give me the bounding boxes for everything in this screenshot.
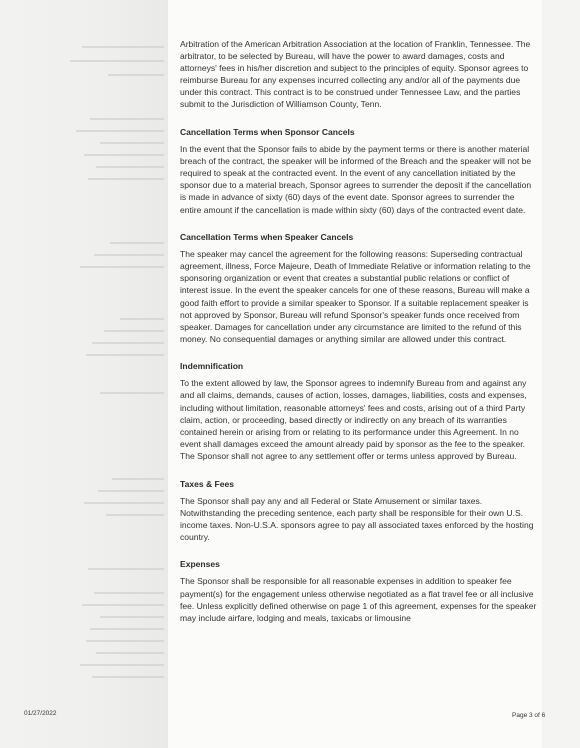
section-heading: Taxes & Fees	[180, 478, 235, 489]
section-body: To the extent allowed by law, the Sponsor agrees to indemnify Bureau from and against any and all claims, demands, causes of action, losses, damages, liabilities, costs and expenses, including without limitation, reasonable attorneys' fees and costs, arising out of a third Party claim, action, or proceeding, based directly or indirectly on any breach of its warranties contained herein or arising from or relating to its performance under this Agreement. In no event shall damages exceed the amount already paid by sponsor as the fee to the speaker. The Sponsor shall not agree to any settlement offer or terms unless approved by Bureau.	[180, 378, 527, 461]
section-heading: Expenses	[180, 559, 220, 570]
section-heading: Cancellation Terms when Sponsor Cancels	[180, 127, 355, 138]
section-body: The Sponsor shall pay any and all Federal or State Amusement or similar taxes. Notwithstanding the preceding sentence, each party shall be responsible for their own U.S. income taxes. Non-U.S.A. sponsors agree to pay all associated taxes enforced by the hosting country.	[180, 495, 534, 542]
document-body	[180, 38, 538, 624]
section-cancellation-speaker	[180, 231, 538, 345]
arbitration-paragraph: Arbitration of the American Arbitration Association at the location of Franklin, Tennessee. The arbitrator, to be selected by Bureau, will have the power to award damages, costs and attorneys' fees in his/her discretion and subject to the principles of equity. Sponsor agrees to reimburse Bureau for any expenses incurred collecting any and/or all of the payments due under this contract. This contract is to be construed under Tennessee Law, and the parties submit to the Jurisdiction of Williamson County, Tenn.	[180, 39, 531, 110]
footer-date: 01/27/2022	[24, 710, 57, 717]
page-number: Page 3 of 6	[512, 712, 546, 719]
bleed-through-margin	[0, 0, 168, 748]
section-body: The Sponsor shall be responsible for all reasonable expenses in addition to speaker fee payment(s) for the engagement unless otherwise negotiated as a flat travel fee or all inclusive fee. Unless explicitly defined otherwise on page 1 of this agreement, expenses for the speaker may include airfare, lodging and meals, taxicabs or limousine	[180, 576, 537, 623]
section-body: In the event that the Sponsor fails to abide by the payment terms or there is another material breach of the contract, the speaker will be informed of the Breach and the speaker will not be required to speak at the contracted event. In the event of any cancellation initiated by the sponsor due to a material breach, Sponsor agrees to surrender the deposit if the cancellation is made in advance of sixty (60) days of the event date. Sponsor agrees to surrender the entire amount if the cancellation is made within sixty (60) days of the contracted event date.	[180, 144, 532, 215]
section-indemnification	[180, 360, 538, 462]
section-heading: Cancellation Terms when Speaker Cancels	[180, 232, 354, 243]
section-body: The speaker may cancel the agreement for the following reasons: Superseding contractual agreement, illness, Force Majeure, Death of Immediate Relative or information relating to the sponsoring organization or event that creates a substantial public relations or conflict of interest issue. In the event the speaker cancels for one of these reasons, Bureau will make a good faith effort to provide a similar speaker to Sponsor. If a suitable replacement speaker is not approved by Sponsor, Bureau will refund Sponsor's speaker funds once received from speaker. Damages for cancellation under any circumstance are limited to the refund of this money. No consequential damages or anything similar are allowed under this contract.	[180, 249, 531, 344]
section-heading: Indemnification	[180, 361, 244, 372]
section-cancellation-sponsor	[180, 126, 538, 216]
section-taxes-fees	[180, 478, 538, 543]
section-expenses	[180, 558, 538, 623]
